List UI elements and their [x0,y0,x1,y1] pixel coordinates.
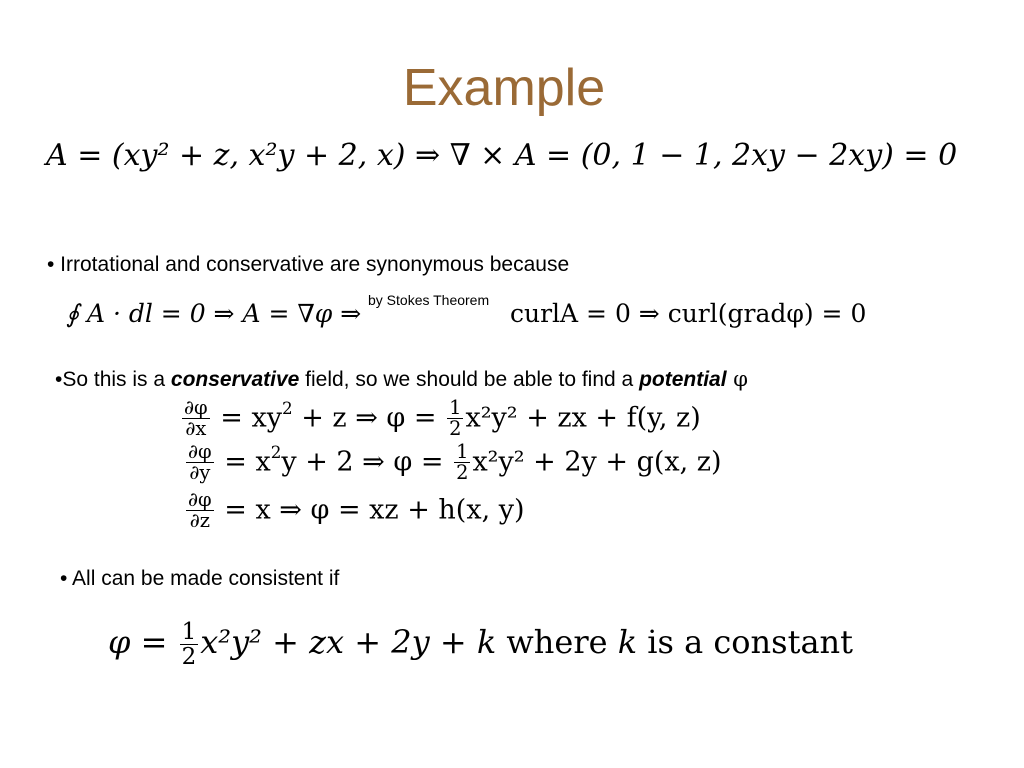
curl-equation-rhs: ∇ × A = (0, 1 − 1, 2xy − 2xy) = 0 [449,138,958,173]
stokes-theorem-note: by Stokes Theorem [368,292,490,308]
dphi-dx-fraction: $\frac{\partial\varphi}{\partial x}$ [184,396,208,441]
bullet-conservative-field [55,367,748,392]
partial-z-equation: $\frac{\partial\varphi}{\partial z}$ = x ⇒ φ = xz + h(x, y) [188,488,525,533]
phi-symbol: φ [726,367,748,391]
stokes-equation-right: curlA = 0 ⇒ curl(gradφ) = 0 [510,299,867,328]
half-fraction: $\frac{1}{2}$ [181,619,197,671]
bullet-2-prefix: •So this is a [55,368,171,391]
dphi-dy-fraction: $\frac{\partial\varphi}{\partial y}$ [188,440,212,485]
potential-emphasis: potential [639,368,727,391]
half-fraction: $\frac{1}{2}$ [456,440,469,485]
curl-equation-lhs: A = (xy² + z, x²y + 2, x) [46,138,406,173]
implies-arrow: ⇒ [415,138,450,173]
conservative-emphasis: conservative [170,368,300,391]
dphi-dz-fraction: $\frac{\partial\varphi}{\partial z}$ [188,488,212,533]
stokes-equation-left: ∮ A · dl = 0 ⇒ A = ∇φ ⇒ [66,299,362,328]
bullet-2-middle: field, so we should be able to find a [299,368,640,391]
final-potential-equation: φ = $\frac{1}{2}$ x²y² + zx + 2y + k where k is a constant [108,619,853,671]
curl-equation [46,138,957,173]
partial-x-equation: $\frac{\partial\varphi}{\partial x}$ = $xy^2 + z$ ⇒ φ = $\frac{1}{2}$ x²y² + zx + f(y, z) [184,396,701,441]
bullet-irrotational: • Irrotational and conservative are synonymous because [47,253,570,276]
half-fraction: $\frac{1}{2}$ [449,396,462,441]
partial-y-equation: $\frac{\partial\varphi}{\partial y}$ = $x^2y + 2$ ⇒ φ = $\frac{1}{2}$ x²y² + 2y + g(x, z) [188,440,722,485]
slide-title: Example [402,59,606,117]
bullet-consistent: • All can be made consistent if [60,567,340,590]
